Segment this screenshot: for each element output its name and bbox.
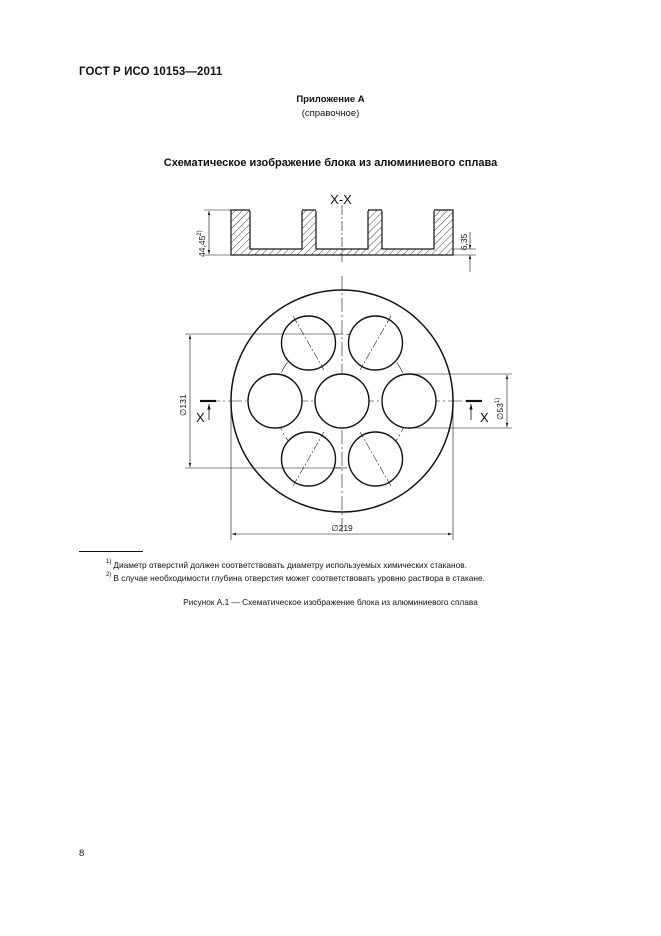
footnote <box>106 572 485 583</box>
figure-title: Схематическое изображение блока из алюминиевого сплава <box>163 157 498 169</box>
footnote-text: В случае необходимости глубина отверстия может соответствовать уровню раствора в стакане. <box>113 573 485 583</box>
dimension-bottom-thickness <box>453 232 476 272</box>
section-hatched-body <box>231 210 453 255</box>
dimension-bottom-label: 6,35 <box>459 233 469 251</box>
document-code: ГОСТ Р ИСО 10153—2011 <box>79 66 223 78</box>
appendix-title: Приложение А <box>296 94 365 105</box>
footnote-text: Диаметр отверстий должен соответствовать диаметру используемых химических стаканов. <box>113 560 467 570</box>
footnote-rule <box>79 551 143 552</box>
plan-view <box>178 276 512 540</box>
cut-mark-label: X <box>196 410 205 425</box>
figure-caption: Рисунок А.1 — Схематическое изображение блока из алюминиевого сплава <box>183 597 478 607</box>
dimension-hole-label: ∅53$^{1)}$ <box>495 397 505 420</box>
footnote-mark: 2) <box>106 572 112 578</box>
cut-mark-right <box>466 401 489 425</box>
section-pocket <box>382 210 434 249</box>
footnote-mark: 1) <box>106 559 112 565</box>
dimension-outer-label: ∅219 <box>331 523 353 533</box>
footnote <box>106 559 467 570</box>
center-hole <box>315 374 369 428</box>
cut-mark-left <box>196 401 216 425</box>
section-label: X-X <box>330 192 352 207</box>
dimension-height <box>197 210 231 257</box>
dimension-height-label: 44,45$^{2)}$ <box>197 230 207 257</box>
appendix-subtitle: (справочное) <box>301 108 360 119</box>
hole <box>248 374 302 428</box>
section-pocket <box>250 210 302 249</box>
section-view <box>197 192 476 272</box>
page-number: 8 <box>79 848 85 859</box>
hole <box>382 374 436 428</box>
cut-mark-label: X <box>480 410 489 425</box>
dimension-pitch-label: ∅131 <box>178 394 188 416</box>
